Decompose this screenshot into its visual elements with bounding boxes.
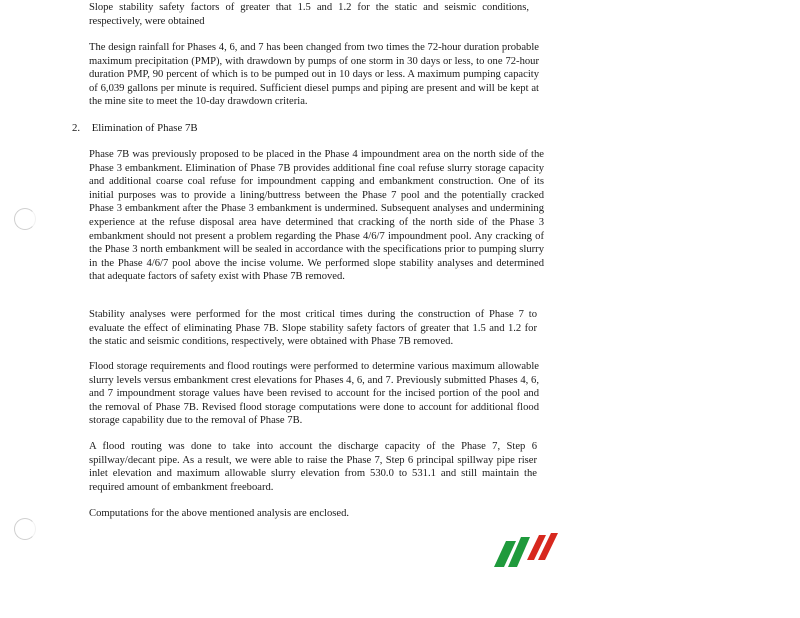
striped-logo-icon: [494, 533, 566, 569]
section-heading: [72, 122, 198, 134]
paragraph-phase-7b: Phase 7B was previously proposed to be placed in the Phase 4 impoundment area on the north side of the Phase 3 embankment. Elimination of Phase 7B provides additional fine coal refuse slurry storage capacity and additional coarse coal refuse for impoundment capping and embankment construction. One of its initial purposes was to provide a lining/buttress between the Phase 7 pool and the potentially cracked Phase 3 embankment after the Phase 3 embankment is undermined. Subsequent analyses and undermining experience at the refuse disposal area have determined that cracking of the north side of the Phase 3 embankment should not present a problem regarding the Phase 4/6/7 impoundment pool. Any cracking of the Phase 3 north embankment will be sealed in accordance with the specifications prior to pumping slurry in the Phase 4/6/7 pool above the incise volume. We performed slope stability analyses and determined that adequate factors of safety exist with Phase 7B removed.: [89, 149, 544, 283]
paragraph-flood-routing: A flood routing was done to take into account the discharge capacity of the Phase 7, Step 6 spillway/decant pipe. As a result, we were able to raise the Phase 7, Step 6 principal spillway pipe riser inlet elevation and maximum allowable slurry elevation from 530.0 to 531.1 and still maintain the required amount of embankment freeboard.: [89, 441, 537, 493]
paragraph-design-rainfall: The design rainfall for Phases 4, 6, and 7 has been changed from two times the 72-hour duration probable maximum precipitation (PMP), with drawdown by pumps of one storm in 30 days or less, to one 72-hour duration PMP, 90 percent of which is to be pumped out in 10 days or less. A maximum pumping capacity of 6,039 gallons per minute is required. Sufficient diesel pumps and piping are present and will be kept at the mine site to meet the 10-day drawdown criteria.: [89, 42, 539, 108]
paragraph-flood-storage: Flood storage requirements and flood routings were performed to determine various maximum allowable slurry levels versus embankment crest elevations for Phases 4, 6, and 7. Previously submitted Phases 4, 6, and 7 impoundment storage values have been revised to account for the incised portion of the pool and the removal of Phase 7B. Revised flood storage computations were done to account for additional flood storage capability due to the removal of Phase 7B.: [89, 361, 539, 427]
paragraph-safety-factors: Slope stability safety factors of greater that 1.5 and 1.2 for the static and seismic conditions, respectively, were obtained: [89, 2, 529, 27]
section-number: 2.: [72, 122, 81, 134]
paragraph-stability-analyses: Stability analyses were performed for the most critical times during the construction of Phase 7 to evaluate the effect of eliminating Phase 7B. Slope stability safety factors of greater that 1.5 and 1.2 for the static and seismic conditions, respectively, were obtained with Phase 7B removed.: [89, 309, 537, 348]
punch-hole-icon: [14, 518, 36, 540]
section-title: Elimination of Phase 7B: [91, 122, 198, 134]
paragraph-computations: Computations for the above mentioned analysis are enclosed.: [89, 508, 350, 519]
punch-hole-icon: [14, 208, 36, 230]
